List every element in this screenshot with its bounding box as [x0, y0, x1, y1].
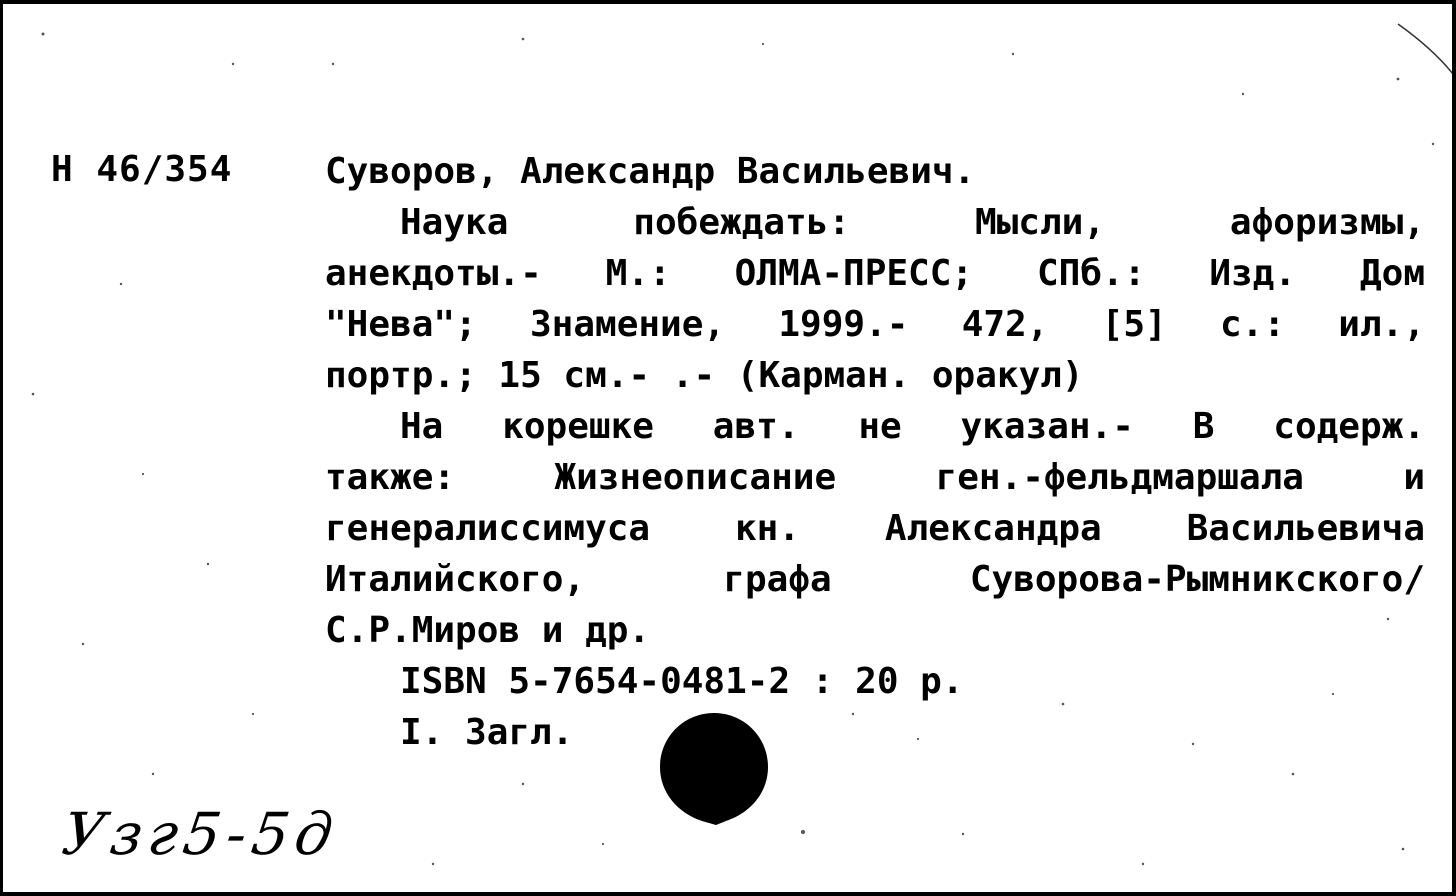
record-note-line: На корешке авт. не указан.- В содерж. [400, 406, 1425, 447]
record-note-line: Италийского, графа Суворова-Рымникского/ [325, 559, 1425, 600]
record-series-line: портр.; 15 см.- .- (Карман. оракул) [325, 355, 1084, 396]
punch-hole [658, 709, 770, 827]
record-note-line: генералиссимуса кн. Александра Васильевича [325, 508, 1425, 549]
record-note-line: С.Р.Миров и др. [325, 610, 651, 651]
shelfmark: Н 46/354 [51, 149, 233, 190]
record-author-heading: Суворов, Александр Васильевич. [325, 151, 976, 192]
record-imprint-line: анекдоты.- М.: ОЛМА-ПРЕСС; СПб.: Изд. Дом [325, 253, 1425, 294]
record-note-line: также: Жизнеописание ген.-фельдмаршала и [325, 457, 1425, 498]
record-title-line: Наука побеждать: Мысли, афоризмы, [400, 202, 1425, 243]
bibliographic-record [325, 146, 1425, 758]
record-imprint-line: "Нева"; Знамение, 1999.- 472, [5] с.: ил., [325, 304, 1425, 345]
record-title-entry: I. Загл. [400, 712, 574, 753]
record-isbn-price: ISBN 5-7654-0481-2 : 20 р. [400, 661, 964, 702]
handwritten-call-number: Узг5-5д [58, 800, 343, 868]
